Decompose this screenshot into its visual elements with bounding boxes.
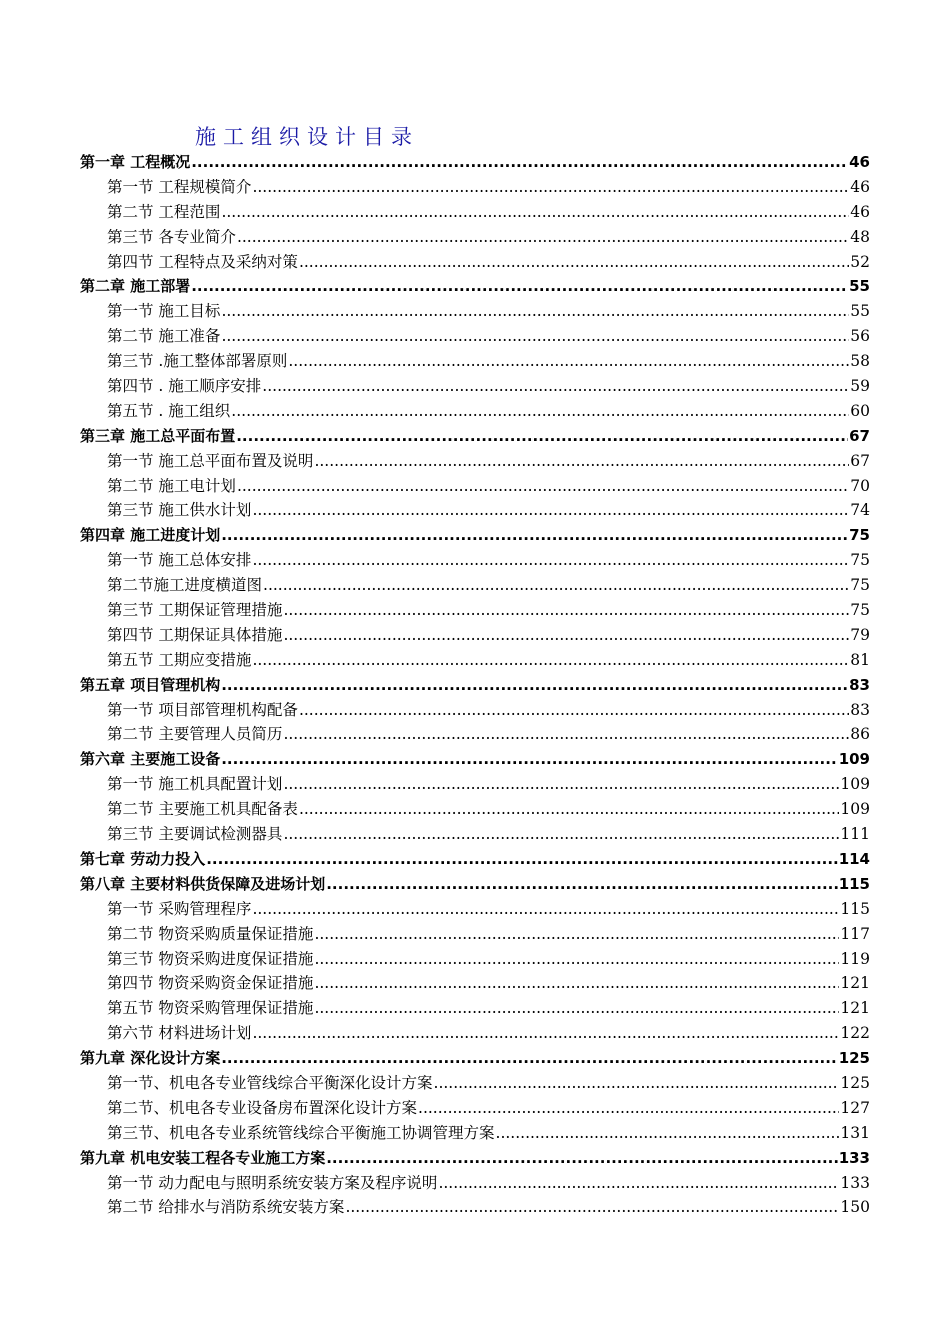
toc-section-entry[interactable] — [80, 548, 870, 573]
dot-leader — [283, 623, 849, 648]
toc-entry-label: 第八章 主要材料供货保障及进场计划 — [80, 874, 326, 893]
toc-section-entry[interactable] — [80, 175, 870, 200]
dot-leader — [326, 1146, 837, 1171]
dot-leader — [438, 1171, 839, 1196]
dot-leader — [191, 274, 848, 299]
toc-entry-label: 第二章 施工部署 — [80, 277, 191, 296]
toc-entry-page-number: 48 — [850, 227, 870, 246]
toc-section-entry[interactable] — [80, 498, 870, 523]
toc-entry-label: 第三节 工期保证管理措施 — [107, 601, 283, 620]
toc-entry-label: 第三节 施工供水计划 — [107, 501, 252, 520]
toc-section-entry[interactable] — [80, 349, 870, 374]
toc-entry-label: 第三章 施工总平面布置 — [80, 426, 236, 445]
toc-entry-label: 第五节 工期应变措施 — [107, 650, 252, 669]
toc-section-entry[interactable] — [80, 623, 870, 648]
toc-section-entry[interactable] — [80, 996, 870, 1021]
dot-leader — [263, 573, 849, 598]
dot-leader — [221, 200, 849, 225]
toc-entry-label: 第四节 工期保证具体措施 — [107, 625, 283, 644]
toc-section-entry[interactable] — [80, 722, 870, 747]
dot-leader — [252, 1021, 839, 1046]
dot-leader — [221, 1046, 837, 1071]
dot-leader — [299, 698, 849, 723]
toc-entry-page-number: 75 — [850, 576, 870, 595]
toc-entry-page-number: 125 — [838, 1049, 870, 1068]
toc-entry-label: 第二节施工进度横道图 — [107, 576, 263, 595]
toc-entry-label: 第一节 动力配电与照明系统安装方案及程序说明 — [107, 1173, 438, 1192]
toc-entry-page-number: 111 — [840, 825, 870, 844]
toc-entry-page-number: 59 — [850, 377, 870, 396]
toc-entry-label: 第三节、机电各专业系统管线综合平衡施工协调管理方案 — [107, 1123, 495, 1142]
toc-entry-page-number: 122 — [840, 1024, 870, 1043]
dot-leader — [418, 1096, 839, 1121]
toc-section-entry[interactable] — [80, 573, 870, 598]
dot-leader — [345, 1195, 839, 1220]
toc-entry-label: 第二节 施工准备 — [107, 327, 221, 346]
toc-entry-label: 第四节 工程特点及采纳对策 — [107, 252, 298, 271]
toc-entry-page-number: 79 — [850, 625, 870, 644]
toc-entry-label: 第一章 工程概况 — [80, 153, 191, 171]
toc-entry-page-number: 52 — [850, 252, 870, 271]
toc-entry-page-number: 109 — [840, 800, 870, 819]
toc-entry-label: 第三节 主要调试检测器具 — [107, 825, 283, 844]
dot-leader — [237, 474, 849, 499]
toc-section-entry[interactable] — [80, 1071, 870, 1096]
toc-section-entry[interactable] — [80, 324, 870, 349]
toc-entry-page-number: 75 — [850, 551, 870, 570]
toc-chapter-entry[interactable] — [80, 150, 870, 175]
toc-entry-page-number: 83 — [850, 700, 870, 719]
toc-section-entry[interactable] — [80, 374, 870, 399]
dot-leader — [314, 947, 839, 972]
toc-entry-page-number: 46 — [850, 177, 870, 196]
toc-entry-label: 第三节 .施工整体部署原则 — [107, 352, 288, 371]
toc-entry-label: 第二节、机电各专业设备房布置深化设计方案 — [107, 1098, 418, 1117]
toc-entry-page-number: 127 — [840, 1098, 870, 1117]
toc-entry-label: 第一节 施工目标 — [107, 302, 221, 321]
toc-entry-label: 第四章 施工进度计划 — [80, 526, 221, 545]
toc-chapter-entry[interactable] — [80, 424, 870, 449]
toc-entry-page-number: 133 — [838, 1148, 870, 1167]
toc-section-entry[interactable] — [80, 971, 870, 996]
toc-entry-page-number: 67 — [850, 451, 870, 470]
toc-entry-page-number: 58 — [850, 352, 870, 371]
toc-entry-page-number: 75 — [850, 601, 870, 620]
toc-section-entry[interactable] — [80, 1171, 870, 1196]
toc-section-entry[interactable] — [80, 1096, 870, 1121]
toc-entry-label: 第三节 各专业简介 — [107, 227, 236, 246]
dot-leader — [221, 523, 848, 548]
dot-leader — [252, 175, 849, 200]
toc-entry-label: 第五节 物资采购管理保证措施 — [107, 999, 314, 1018]
toc-chapter-entry[interactable] — [80, 523, 870, 548]
toc-entry-label: 第二节 给排水与消防系统安装方案 — [107, 1198, 345, 1217]
dot-leader — [252, 648, 849, 673]
toc-chapter-entry[interactable] — [80, 1146, 870, 1171]
toc-section-entry[interactable] — [80, 1195, 870, 1220]
toc-entry-page-number: 75 — [849, 526, 870, 545]
toc-entry-label: 第一节 施工总平面布置及说明 — [107, 451, 314, 470]
toc-entry-label: 第四节 物资采购资金保证措施 — [107, 974, 314, 993]
toc-entry-label: 第一节 施工总体安排 — [107, 551, 252, 570]
toc-entry-page-number: 117 — [840, 924, 870, 943]
toc-section-entry[interactable] — [80, 1021, 870, 1046]
toc-entry-page-number: 121 — [840, 999, 870, 1018]
toc-entry-label: 第九章 机电安装工程各专业施工方案 — [80, 1148, 326, 1167]
dot-leader — [252, 548, 849, 573]
toc-entry-label: 第一节 项目部管理机构配备 — [107, 700, 298, 719]
toc-entry-page-number: 133 — [840, 1173, 870, 1192]
toc-section-entry[interactable] — [80, 922, 870, 947]
toc-entry-label: 第六节 材料进场计划 — [107, 1024, 252, 1043]
toc-entry-page-number: 109 — [840, 775, 870, 794]
toc-section-entry[interactable] — [80, 648, 870, 673]
toc-section-entry[interactable] — [80, 598, 870, 623]
toc-chapter-entry[interactable] — [80, 872, 870, 897]
dot-leader — [326, 872, 837, 897]
dot-leader — [221, 747, 837, 772]
toc-section-entry[interactable] — [80, 698, 870, 723]
dot-leader — [283, 822, 839, 847]
toc-section-entry[interactable] — [80, 200, 870, 225]
dot-leader — [314, 922, 839, 947]
toc-entry-label: 第一节 施工机具配置计划 — [107, 775, 283, 794]
dot-leader — [252, 498, 849, 523]
toc-entry-page-number: 115 — [840, 899, 870, 918]
toc-entry-page-number: 83 — [849, 675, 870, 694]
toc-entry-label: 第五节 . 施工组织 — [107, 401, 231, 420]
toc-entry-label: 第九章 深化设计方案 — [80, 1049, 221, 1068]
toc-section-entry[interactable] — [80, 449, 870, 474]
toc-section-entry[interactable] — [80, 399, 870, 424]
toc-chapter-entry[interactable] — [80, 274, 870, 299]
toc-entry-page-number: 46 — [849, 153, 870, 171]
toc-section-entry[interactable] — [80, 797, 870, 822]
toc-entry-label: 第四节 . 施工顺序安排 — [107, 377, 262, 396]
toc-entry-label: 第二节 主要施工机具配备表 — [107, 800, 298, 819]
dot-leader — [283, 772, 839, 797]
toc-entry-page-number: 115 — [838, 874, 870, 893]
toc-entry-page-number: 86 — [850, 725, 870, 744]
toc-entry-page-number: 125 — [840, 1073, 870, 1092]
dot-leader — [237, 225, 849, 250]
toc-entry-page-number: 81 — [850, 650, 870, 669]
toc-section-entry[interactable] — [80, 772, 870, 797]
toc-entry-page-number: 121 — [840, 974, 870, 993]
toc-entry-label: 第五章 项目管理机构 — [80, 675, 221, 694]
toc-entry-label: 第一节 工程规模简介 — [107, 177, 252, 196]
dot-leader — [314, 449, 849, 474]
dot-leader — [288, 349, 849, 374]
toc-entry-page-number: 114 — [838, 849, 870, 868]
toc-entry-page-number: 55 — [850, 302, 870, 321]
dot-leader — [252, 897, 839, 922]
dot-leader — [231, 399, 849, 424]
table-of-contents — [80, 150, 870, 1220]
toc-section-entry[interactable] — [80, 299, 870, 324]
dot-leader — [206, 847, 837, 872]
toc-section-entry[interactable] — [80, 225, 870, 250]
toc-chapter-entry[interactable] — [80, 747, 870, 772]
toc-entry-label: 第二节 施工电计划 — [107, 476, 236, 495]
toc-entry-label: 第二节 主要管理人员简历 — [107, 725, 283, 744]
toc-entry-page-number: 74 — [850, 501, 870, 520]
dot-leader — [299, 797, 839, 822]
toc-entry-page-number: 109 — [838, 750, 870, 769]
toc-entry-label: 第二节 工程范围 — [107, 202, 221, 221]
toc-entry-page-number: 46 — [850, 202, 870, 221]
dot-leader — [496, 1121, 840, 1146]
dot-leader — [221, 673, 848, 698]
dot-leader — [262, 374, 849, 399]
toc-entry-page-number: 56 — [850, 327, 870, 346]
toc-entry-page-number: 70 — [850, 476, 870, 495]
toc-entry-label: 第二节 物资采购质量保证措施 — [107, 924, 314, 943]
toc-entry-page-number: 150 — [840, 1198, 870, 1217]
dot-leader — [236, 424, 848, 449]
dot-leader — [314, 996, 839, 1021]
dot-leader — [221, 324, 849, 349]
toc-entry-label: 第七章 劳动力投入 — [80, 849, 206, 868]
toc-section-entry[interactable] — [80, 474, 870, 499]
toc-chapter-entry[interactable] — [80, 1046, 870, 1071]
dot-leader — [191, 150, 848, 175]
toc-entry-label: 第三节 物资采购进度保证措施 — [107, 949, 314, 968]
toc-entry-label: 第六章 主要施工设备 — [80, 750, 221, 769]
toc-section-entry[interactable] — [80, 947, 870, 972]
toc-section-entry[interactable] — [80, 1121, 870, 1146]
toc-entry-label: 第一节 采购管理程序 — [107, 899, 252, 918]
toc-entry-label: 第一节、机电各专业管线综合平衡深化设计方案 — [107, 1073, 433, 1092]
toc-section-entry[interactable] — [80, 897, 870, 922]
toc-chapter-entry[interactable] — [80, 847, 870, 872]
dot-leader — [283, 722, 849, 747]
toc-entry-page-number: 60 — [850, 401, 870, 420]
dot-leader — [283, 598, 849, 623]
toc-section-entry[interactable] — [80, 822, 870, 847]
dot-leader — [314, 971, 839, 996]
toc-entry-page-number: 67 — [849, 426, 870, 445]
toc-section-entry[interactable] — [80, 250, 870, 275]
dot-leader — [434, 1071, 840, 1096]
toc-title: 施工组织设计目录 — [195, 125, 419, 149]
dot-leader — [221, 299, 849, 324]
toc-entry-page-number: 119 — [840, 949, 870, 968]
toc-chapter-entry[interactable] — [80, 673, 870, 698]
toc-entry-page-number: 131 — [840, 1123, 870, 1142]
dot-leader — [299, 250, 849, 275]
toc-entry-page-number: 55 — [849, 277, 870, 296]
